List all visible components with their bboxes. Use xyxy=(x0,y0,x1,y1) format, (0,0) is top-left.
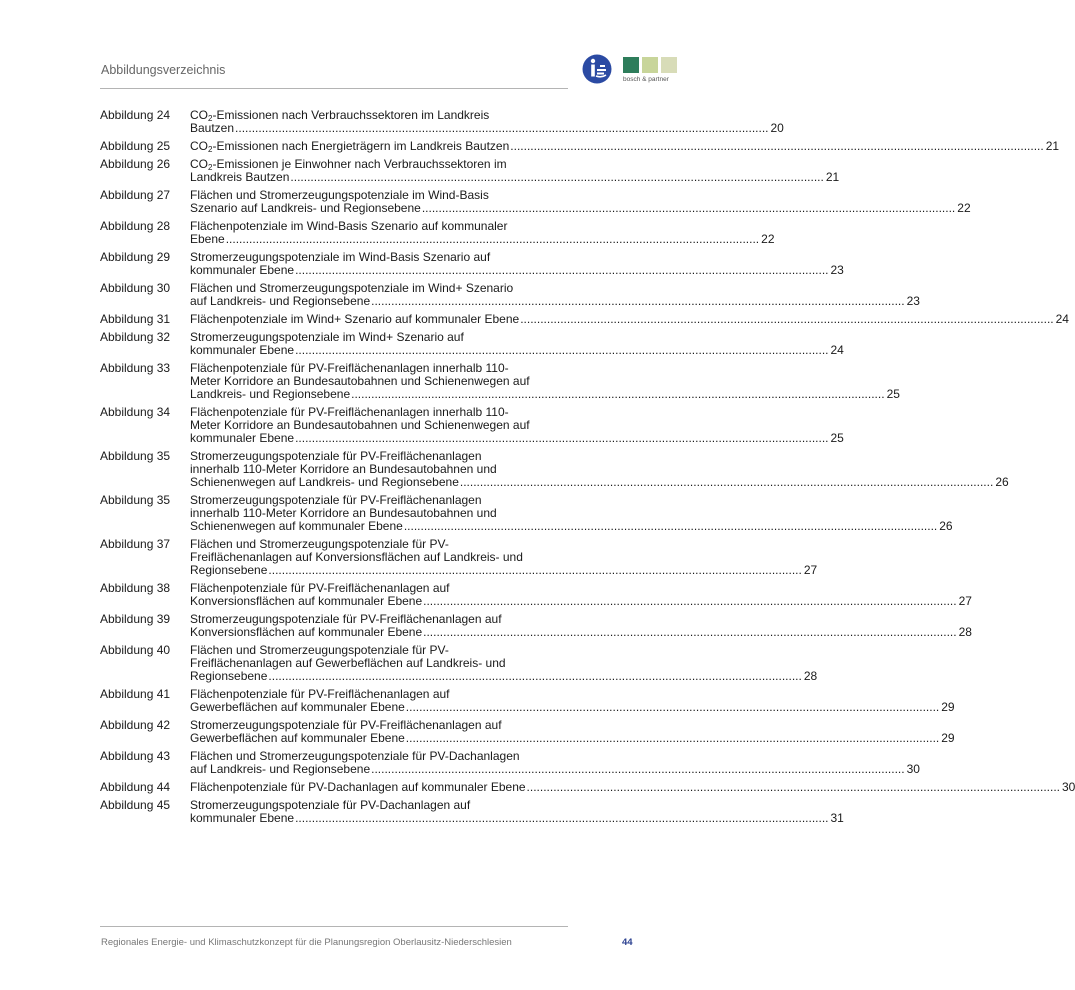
figure-title-line: Freiflächenanlagen auf Gewerbeflächen auf Landkreis- und xyxy=(190,656,506,670)
figure-title-line: $CO_2$-Emissionen nach Verbrauchssektoren im Landkreis xyxy=(190,108,490,123)
figure-title-line: $CO_2$-Emissionen je Einwohner nach Verbrauchssektoren im xyxy=(190,157,507,172)
footer-divider xyxy=(100,926,568,927)
figure-entry[interactable] xyxy=(100,643,818,683)
figure-title-line: Flächen und Stromerzeugungspotenziale im Wind+ Szenario xyxy=(190,281,514,295)
footer-text: Regionales Energie- und Klimaschutzkonzept für die Planungsregion Oberlausitz-Niederschlesien xyxy=(101,937,512,948)
figure-label: Abbildung 25 xyxy=(100,139,171,153)
figure-title-line: Flächenpotenziale im Wind+ Szenario auf kommunaler Ebene xyxy=(190,312,520,326)
header-divider xyxy=(100,88,568,89)
dot-leader xyxy=(295,264,828,277)
figure-title xyxy=(190,282,920,308)
dot-leader xyxy=(295,344,828,357)
figure-page-number: 24 xyxy=(830,343,844,357)
dot-leader xyxy=(351,388,884,401)
figure-title xyxy=(190,450,1009,489)
figure-page-number: 21 xyxy=(1045,139,1060,153)
figure-title-line: Flächen und Stromerzeugungspotenziale im Wind-Basis xyxy=(190,188,489,202)
dot-leader xyxy=(423,626,956,639)
figure-title-line: Konversionsflächen auf kommunaler Ebene xyxy=(190,594,423,608)
figure-title-line: Stromerzeugungspotenziale für PV-Freiflächenanlagen xyxy=(190,493,482,507)
institute-logo-icon xyxy=(582,54,612,84)
figure-title xyxy=(190,109,784,135)
figure-label: Abbildung 35 xyxy=(100,449,171,463)
figure-label: Abbildung 26 xyxy=(100,157,171,171)
figure-title xyxy=(190,158,839,184)
figure-page-number: 30 xyxy=(1061,780,1075,794)
dot-leader xyxy=(295,812,828,825)
figure-title-line: Stromerzeugungspotenziale für PV-Freiflächenanlagen xyxy=(190,449,482,463)
figure-title-line: Regionsebene xyxy=(190,563,268,577)
figure-page-number: 22 xyxy=(761,232,775,246)
figure-title xyxy=(190,220,775,246)
dot-leader xyxy=(520,313,1053,326)
figure-title-line: Landkreis- und Regionsebene xyxy=(190,387,351,401)
figure-page-number: 31 xyxy=(830,811,844,825)
figure-entry[interactable] xyxy=(100,312,1069,326)
figure-title-line: Ebene xyxy=(190,232,225,246)
figure-title xyxy=(190,613,972,639)
figure-entry[interactable] xyxy=(100,493,953,533)
figure-label: Abbildung 39 xyxy=(100,612,171,626)
figure-label: Abbildung 40 xyxy=(100,643,171,657)
figure-entry[interactable] xyxy=(100,749,920,776)
dot-leader xyxy=(423,595,956,608)
figure-title-line: Stromerzeugungspotenziale für PV-Freiflächenanlagen auf xyxy=(190,612,502,626)
figure-entry[interactable] xyxy=(100,537,818,577)
figure-entry[interactable] xyxy=(100,281,920,308)
figure-title xyxy=(190,251,844,277)
figure-title-line: innerhalb 110-Meter Korridore an Bundesautobahnen und xyxy=(190,506,497,520)
figure-title-line: kommunaler Ebene xyxy=(190,811,295,825)
figure-page-number: 25 xyxy=(886,387,900,401)
figure-title-line: Flächenpotenziale für PV-Dachanlagen auf kommunaler Ebene xyxy=(190,780,526,794)
figure-page-number: 30 xyxy=(906,762,920,776)
dot-leader xyxy=(527,781,1060,794)
figure-title xyxy=(190,719,955,745)
dot-leader xyxy=(422,202,955,215)
figure-entry[interactable] xyxy=(100,250,844,277)
figure-title-line: auf Landkreis- und Regionsebene xyxy=(190,294,371,308)
figure-page-number: 26 xyxy=(939,519,953,533)
figure-label: Abbildung 37 xyxy=(100,537,171,551)
figure-title-line: innerhalb 110-Meter Korridore an Bundesautobahnen und xyxy=(190,462,497,476)
figure-page-number: 27 xyxy=(803,563,818,577)
figure-entry[interactable] xyxy=(100,687,955,714)
figure-title-line: Flächen und Stromerzeugungspotenziale für PV-Dachanlagen xyxy=(190,749,520,763)
figure-label: Abbildung 42 xyxy=(100,718,171,732)
dot-leader xyxy=(406,732,939,745)
figure-page-number: 22 xyxy=(957,201,971,215)
figure-title-line: kommunaler Ebene xyxy=(190,343,295,357)
figure-title-line: Flächen und Stromerzeugungspotenziale für PV- xyxy=(190,537,449,551)
figure-title-line: Szenario auf Landkreis- und Regionsebene xyxy=(190,201,421,215)
figure-title xyxy=(190,688,955,714)
figure-entry[interactable] xyxy=(100,108,784,135)
figure-title-line: Bautzen xyxy=(190,121,235,135)
figure-title-line: auf Landkreis- und Regionsebene xyxy=(190,762,371,776)
figure-title-line: Schienenwegen auf kommunaler Ebene xyxy=(190,519,403,533)
figure-label: Abbildung 38 xyxy=(100,581,171,595)
figure-entry[interactable] xyxy=(100,581,972,608)
figure-title-line: Flächenpotenziale für PV-Freiflächenanlagen innerhalb 110- xyxy=(190,361,509,375)
figure-title-line: Flächen und Stromerzeugungspotenziale für PV- xyxy=(190,643,449,657)
figure-title-line: Schienenwegen auf Landkreis- und Regionsebene xyxy=(190,475,459,489)
figure-title-line: kommunaler Ebene xyxy=(190,263,295,277)
figure-label: Abbildung 28 xyxy=(100,219,171,233)
figure-title-line: Flächenpotenziale für PV-Freiflächenanlagen innerhalb 110- xyxy=(190,405,509,419)
figure-page-number: 28 xyxy=(803,669,818,683)
figure-title-line: Stromerzeugungspotenziale für PV-Dachanlagen auf xyxy=(190,798,471,812)
figure-label: Abbildung 29 xyxy=(100,250,171,264)
figure-page-number: 23 xyxy=(830,263,844,277)
figure-title xyxy=(190,644,817,683)
figure-label: Abbildung 44 xyxy=(100,780,171,794)
dot-leader xyxy=(371,295,904,308)
figure-title-line: Gewerbeflächen auf kommunaler Ebene xyxy=(190,731,405,745)
figure-list xyxy=(100,108,1075,830)
page-number: 44 xyxy=(622,937,633,948)
figure-page-number: 25 xyxy=(830,431,844,445)
figure-title-line: Meter Korridore an Bundesautobahnen und Schienenwegen auf xyxy=(190,418,530,432)
figure-title xyxy=(190,494,953,533)
figure-page-number: 20 xyxy=(770,121,784,135)
dot-leader xyxy=(268,670,801,683)
figure-entry[interactable] xyxy=(100,188,971,215)
figure-entry[interactable] xyxy=(100,157,840,184)
figure-page-number: 27 xyxy=(958,594,972,608)
figure-title-line: Freiflächenanlagen auf Konversionsflächen auf Landkreis- und xyxy=(190,550,523,564)
figure-title-line: Regionsebene xyxy=(190,669,268,683)
figure-label: Abbildung 34 xyxy=(100,405,171,419)
figure-title xyxy=(190,538,817,577)
figure-entry[interactable] xyxy=(100,798,844,825)
figure-entry[interactable] xyxy=(100,718,955,745)
figure-title xyxy=(190,189,971,215)
figure-title-line: Stromerzeugungspotenziale im Wind+ Szenario auf xyxy=(190,330,464,344)
figure-entry[interactable] xyxy=(100,405,844,445)
figure-page-number: 26 xyxy=(995,475,1009,489)
figure-entry[interactable] xyxy=(100,330,844,357)
dot-leader xyxy=(235,122,768,135)
figure-title xyxy=(190,781,1075,794)
figure-title-line: Stromerzeugungspotenziale im Wind-Basis Szenario auf xyxy=(190,250,491,264)
figure-title xyxy=(190,313,1069,326)
dot-leader xyxy=(460,476,993,489)
figure-title xyxy=(190,799,844,825)
figure-title xyxy=(190,140,1059,153)
figure-entry[interactable] xyxy=(100,780,1075,794)
figure-entry[interactable] xyxy=(100,219,775,246)
figure-page-number: 23 xyxy=(906,294,920,308)
figure-label: Abbildung 30 xyxy=(100,281,171,295)
figure-page-number: 21 xyxy=(825,170,840,184)
figure-title xyxy=(190,582,972,608)
figure-title-line: Stromerzeugungspotenziale für PV-Freiflächenanlagen auf xyxy=(190,718,502,732)
figure-title-line: Konversionsflächen auf kommunaler Ebene xyxy=(190,625,423,639)
figure-label: Abbildung 41 xyxy=(100,687,171,701)
figure-label: Abbildung 35 xyxy=(100,493,171,507)
dot-leader xyxy=(404,520,937,533)
dot-leader xyxy=(295,432,828,445)
partner-logo-text: bosch & partner xyxy=(623,76,669,83)
figure-title xyxy=(190,750,920,776)
figure-title xyxy=(190,406,844,445)
figure-page-number: 29 xyxy=(941,700,955,714)
figure-page-number: 29 xyxy=(941,731,955,745)
dot-leader xyxy=(510,140,1043,153)
figure-label: Abbildung 24 xyxy=(100,108,171,122)
figure-title-line: kommunaler Ebene xyxy=(190,431,295,445)
figure-entry[interactable] xyxy=(100,361,900,401)
figure-label: Abbildung 32 xyxy=(100,330,171,344)
figure-entry[interactable] xyxy=(100,612,972,639)
dot-leader xyxy=(406,701,939,714)
figure-title-line: Gewerbeflächen auf kommunaler Ebene xyxy=(190,700,405,714)
figure-title-line: Flächenpotenziale für PV-Freiflächenanlagen auf xyxy=(190,687,450,701)
figure-title xyxy=(190,362,900,401)
dot-leader xyxy=(290,171,823,184)
figure-label: Abbildung 31 xyxy=(100,312,171,326)
figure-title-line: Landkreis Bautzen xyxy=(190,170,290,184)
figure-label: Abbildung 45 xyxy=(100,798,171,812)
figure-label: Abbildung 27 xyxy=(100,188,171,202)
figure-page-number: 24 xyxy=(1055,312,1069,326)
figure-title-line: Meter Korridore an Bundesautobahnen und Schienenwegen auf xyxy=(190,374,530,388)
dot-leader xyxy=(268,564,801,577)
dot-leader xyxy=(371,763,904,776)
partner-logo-icon xyxy=(623,57,677,73)
figure-title xyxy=(190,331,844,357)
header-title: Abbildungsverzeichnis xyxy=(101,63,226,77)
figure-entry[interactable] xyxy=(100,139,1060,154)
figure-label: Abbildung 33 xyxy=(100,361,171,375)
figure-title-line: $CO_2$-Emissionen nach Energieträgern im Landkreis Bautzen xyxy=(190,139,510,154)
figure-label: Abbildung 43 xyxy=(100,749,171,763)
figure-title-line: Flächenpotenziale für PV-Freiflächenanlagen auf xyxy=(190,581,450,595)
dot-leader xyxy=(226,233,759,246)
figure-entry[interactable] xyxy=(100,449,1009,489)
figure-page-number: 28 xyxy=(958,625,972,639)
figure-title-line: Flächenpotenziale im Wind-Basis Szenario auf kommunaler xyxy=(190,219,508,233)
